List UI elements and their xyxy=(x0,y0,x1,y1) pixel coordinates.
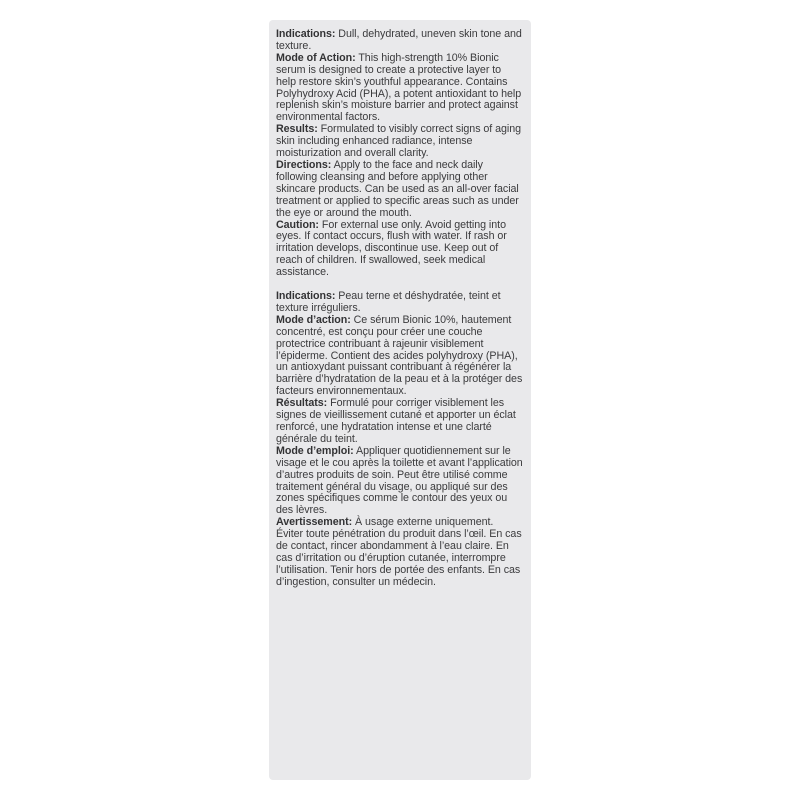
directions-paragraph xyxy=(276,160,523,220)
indications-fr-label: Indications: xyxy=(276,290,336,303)
indications-label: Indications: xyxy=(276,28,336,40)
resultats-fr-label: Résultats: xyxy=(276,397,328,410)
indications-text: Dull, dehydrated, uneven skin tone and texture. xyxy=(276,28,522,52)
caution-text: For external use only. Avoid getting into eyes. If contact occurs, flush with water. If rash or irritation develops, discontinue use. Keep out of reach of children. If swallowed, seek medical assistance. xyxy=(276,218,507,279)
directions-text: Apply to the face and neck daily following cleansing and before applying other skincare products. Can be used as an all-over facial treatment or applied to specific areas such as under the eye or around the mouth. xyxy=(276,158,519,219)
mode-of-action-paragraph xyxy=(276,53,523,124)
mode-of-action-label: Mode of Action: xyxy=(276,51,356,64)
mode-action-fr-text: Ce sérum Bionic 10%, hautement concentré, est conçu pour créer une couche protectrice contribuant à rajeunir visiblement l’épiderme. Contient des acides polyhydroxy (PHA), un antioxydant puissant contribuant à régénérer la barrière d’hydratation de la peau et à la protéger des facteurs environnementaux. xyxy=(276,313,523,398)
avertissement-fr-text: À usage externe uniquement. Éviter toute pénétration du produit dans l’œil. En cas de contact, rincer abondamment à l’eau claire. En cas d’irritation ou d’éruption cutanée, interrompre l’utilisation. Tenir hors de portée des enfants. En cas d’ingestion, consulter un médecin. xyxy=(276,516,522,588)
avertissement-fr-label: Avertissement: xyxy=(276,516,353,529)
product-label-panel xyxy=(269,20,531,780)
caution-paragraph xyxy=(276,220,523,280)
mode-of-action-text: This high-strength 10% Bionic serum is designed to create a protective layer to help restore skin’s youthful appearance. Contains Polyhydroxy Acid (PHA), a potent antioxidant to help replenish skin’s moisture barrier and protect against environmental factors. xyxy=(276,51,522,124)
results-text: Formulated to visibly correct signs of aging skin including enhanced radiance, intense moisturization and overall clarity. xyxy=(276,123,522,160)
directions-label: Directions: xyxy=(276,158,332,171)
indications-fr-paragraph xyxy=(276,291,523,315)
mode-emploi-fr-paragraph xyxy=(276,446,523,517)
mode-emploi-fr-text: Appliquer quotidiennement sur le visage et le cou après la toilette et avant l’application d’autres produits de soin. Peut être utilisé comme traitement général du visage, ou appliqué sur des zones spécifiques comme le contour des yeux ou des lèvres. xyxy=(276,444,523,517)
mode-action-fr-label: Mode d’action: xyxy=(276,313,351,326)
caution-label: Caution: xyxy=(276,218,319,231)
mode-emploi-fr-label: Mode d’emploi: xyxy=(276,444,354,457)
resultats-fr-text: Formulé pour corriger visiblement les signes de vieillissement cutané et apporter un éclat renforcé, une hydratation intense et une clarté générale du teint. xyxy=(276,397,516,445)
resultats-fr-paragraph xyxy=(276,398,523,446)
results-paragraph xyxy=(276,124,523,160)
results-label: Results: xyxy=(276,123,318,136)
avertissement-fr-paragraph xyxy=(276,517,523,588)
mode-action-fr-paragraph xyxy=(276,315,523,398)
indications-fr-text: Peau terne et déshydratée, teint et texture irréguliers. xyxy=(276,290,501,314)
french-instructions xyxy=(276,291,523,589)
english-instructions xyxy=(276,29,523,279)
indications-paragraph xyxy=(276,29,523,53)
